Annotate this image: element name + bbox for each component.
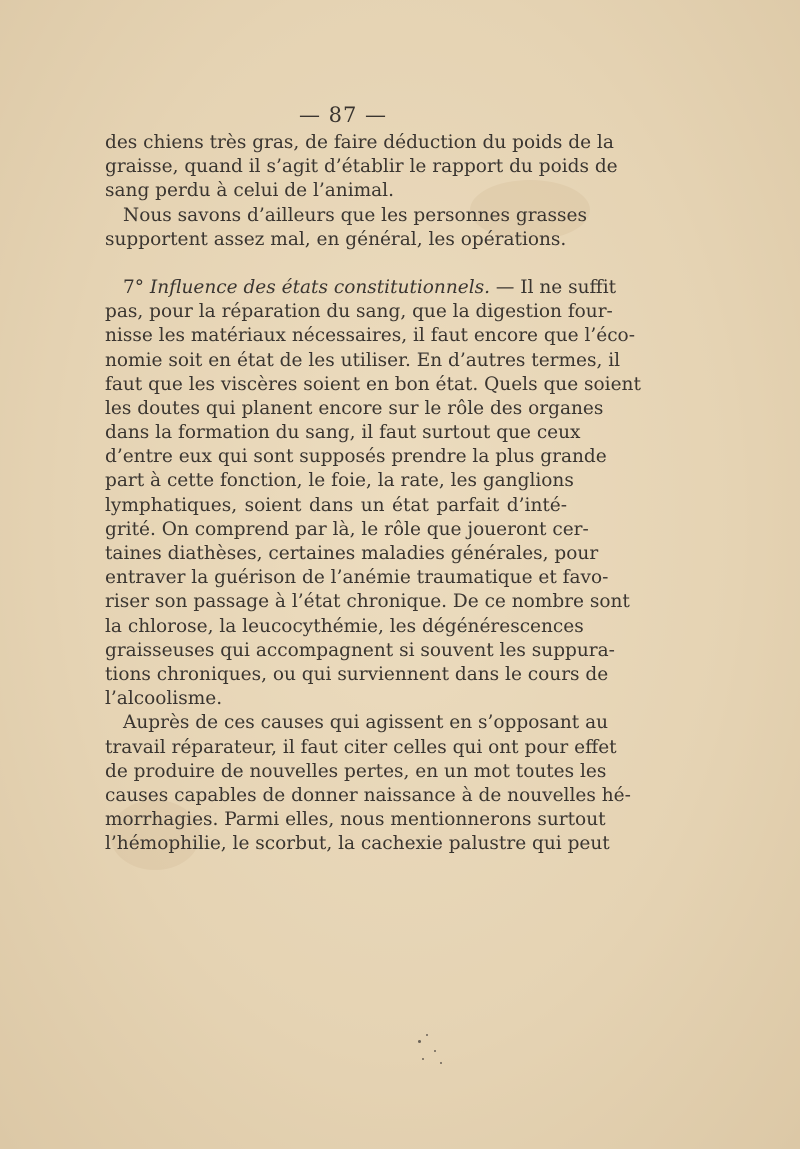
section-title: Influence des états constitutionnels. [149, 276, 491, 298]
text-line: l’alcoolisme. [105, 688, 223, 710]
ink-speck [440, 1062, 442, 1064]
text-line: l’hémophilie, le scorbut, la cachexie palustre qui peut [105, 833, 610, 855]
body-text [105, 131, 641, 856]
paragraph [105, 204, 587, 252]
paragraph [105, 131, 618, 204]
heading-continuation: — Il ne suffit [495, 276, 617, 298]
text-line: tions chroniques, ou qui surviennent dans le cours de [105, 663, 609, 685]
text-line: part à cette fonction, le foie, la rate, les ganglions [105, 470, 574, 492]
text-line: taines diathèses, certaines maladies générales, pour [105, 543, 599, 564]
text-line: d’entre eux qui sont supposés prendre la plus grande [105, 446, 607, 468]
text-line: graisse, quand il s’agit d’établir le rapport du poids de [105, 156, 618, 178]
text-line: pas, pour la réparation du sang, que la digestion four- [105, 301, 613, 323]
paragraph [105, 711, 631, 856]
ink-speck [434, 1050, 436, 1052]
text-line: lymphatiques, soient dans un état parfait d’inté- [105, 494, 567, 516]
text-line: supportent assez mal, en général, les opérations. [105, 228, 567, 250]
text-line: les doutes qui planent encore sur le rôle des organes [105, 397, 604, 419]
text-line: graisseuses qui accompagnent si souvent les suppura- [105, 639, 615, 661]
text-line: faut que les viscères soient en bon état. Quels que soient [105, 373, 641, 395]
ink-speck [418, 1040, 421, 1043]
ink-speck [426, 1034, 428, 1036]
section-number: 7° [123, 276, 145, 298]
text-line: nomie soit en état de les utiliser. En d’autres termes, il [105, 349, 621, 371]
paragraph [105, 276, 641, 711]
text-line: la chlorose, la leucocythémie, les dégénérescences [105, 615, 584, 637]
text-line: dans la formation du sang, il faut surtout que ceux [105, 422, 581, 444]
text-line: de produire de nouvelles pertes, en un mot toutes les [105, 760, 607, 782]
text-line: Nous savons d’ailleurs que les personnes grasses [123, 204, 587, 226]
section-heading-line [105, 276, 617, 300]
text-line: riser son passage à l’état chronique. De ce nombre sont [105, 591, 630, 613]
text-line: nisse les matériaux nécessaires, il faut encore que l’éco- [105, 325, 635, 347]
text-line: Auprès de ces causes qui agissent en s’opposant au [123, 712, 609, 734]
ink-speck [422, 1058, 424, 1060]
text-line: causes capables de donner naissance à de nouvelles hé- [105, 784, 631, 806]
paragraph-gap [105, 252, 567, 276]
text-line: grité. On comprend par là, le rôle que joueront cer- [105, 518, 589, 540]
text-line: travail réparateur, il faut citer celles qui ont pour effet [105, 736, 617, 758]
text-line: sang perdu à celui de l’animal. [105, 180, 394, 202]
text-line: entraver la guérison de l’anémie traumatique et favo- [105, 567, 609, 589]
text-line: morrhagies. Parmi elles, nous mentionnerons surtout [105, 809, 606, 831]
page-number: — 87 — [298, 103, 388, 127]
text-line: des chiens très gras, de faire déduction du poids de la [105, 132, 614, 153]
ink-specks [410, 1020, 450, 1070]
